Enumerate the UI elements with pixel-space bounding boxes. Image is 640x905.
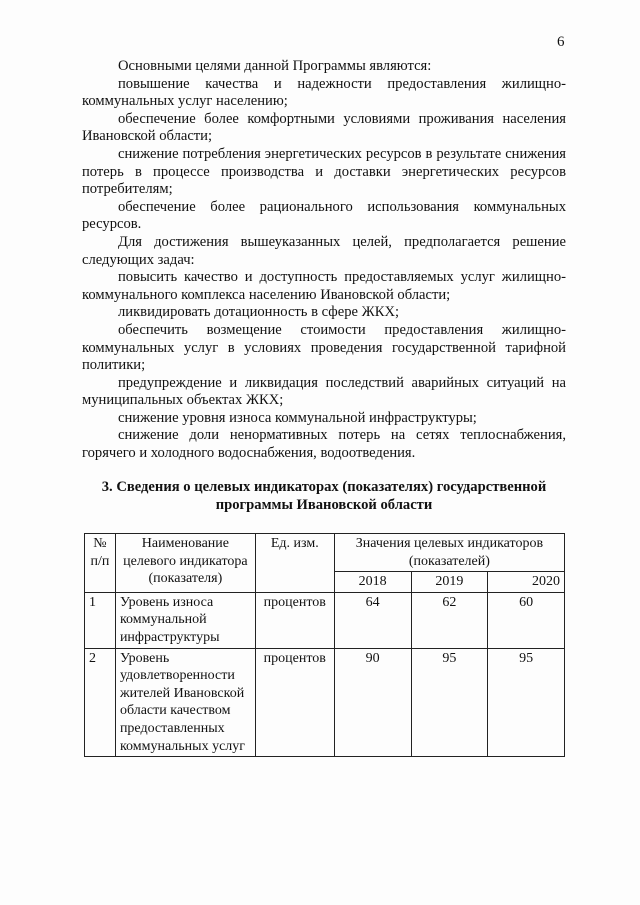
- header-year: 2019: [411, 572, 488, 593]
- row-value: 62: [411, 592, 488, 648]
- paragraph: повысить качество и доступность предоставляемых услуг жилищно-коммунального комплекса населению Ивановской области;: [82, 269, 566, 303]
- row-unit: процентов: [255, 648, 334, 757]
- page-number: 6: [557, 34, 565, 50]
- paragraph: Основными целями данной Программы являются:: [118, 58, 432, 74]
- paragraph: предупреждение и ликвидация последствий аварийных ситуаций на муниципальных объектах ЖКХ;: [82, 374, 566, 409]
- paragraph: обеспечение более рационального использования коммунальных ресурсов.: [82, 198, 566, 233]
- paragraph: обеспечение более комфортными условиями проживания населения Ивановской области;: [82, 110, 566, 145]
- row-value: 95: [488, 648, 565, 757]
- header-year: 2020: [488, 572, 565, 593]
- row-value: 64: [334, 592, 411, 648]
- paragraph: повышение качества и надежности предоставления жилищно-коммунальных услуг населению;: [82, 75, 566, 110]
- table-row: [85, 592, 565, 648]
- row-value: 60: [488, 592, 565, 648]
- header-name: Наименование целевого индикатора (показателя): [115, 534, 255, 593]
- indicators-table: [84, 533, 565, 757]
- paragraph: ликвидировать дотационность в сфере ЖКХ;: [118, 304, 400, 321]
- row-value: 90: [334, 648, 411, 757]
- header-year: 2018: [334, 572, 411, 593]
- section-title: 3. Сведения о целевых индикаторах (показателях) государственной программы Ивановской области: [101, 479, 547, 513]
- paragraph: снижение доли ненормативных потерь на сетях теплоснабжения, горячего и холодного водоснабжения, водоотведения.: [82, 427, 566, 462]
- paragraph: Для достижения вышеуказанных целей, предполагается решение следующих задач:: [82, 233, 566, 268]
- table-header-row: [85, 534, 565, 572]
- row-unit: процентов: [255, 592, 334, 648]
- header-num: № п/п: [85, 534, 116, 593]
- row-name: Уровень удовлетворенности жителей Ивановской области качеством предоставленных коммунальных услуг: [115, 648, 255, 757]
- table-row: [85, 648, 565, 757]
- header-unit: Ед. изм.: [255, 534, 334, 593]
- body-text: [82, 58, 566, 463]
- row-num: 1: [85, 592, 116, 648]
- header-values: Значения целевых индикаторов (показателей): [334, 534, 564, 572]
- paragraph: снижение потребления энергетических ресурсов в результате снижения потерь в процессе производства и доставки энергетических ресурсов потребителям;: [82, 145, 566, 198]
- paragraph: снижение уровня износа коммунальной инфраструктуры;: [118, 409, 477, 426]
- row-num: 2: [85, 648, 116, 757]
- row-name: Уровень износа коммунальной инфраструктуры: [115, 592, 255, 648]
- paragraph: обеспечить возмещение стоимости предоставления жилищно-коммунальных услуг в условиях проведения государственной тарифной политики;: [82, 321, 566, 374]
- row-value: 95: [411, 648, 488, 757]
